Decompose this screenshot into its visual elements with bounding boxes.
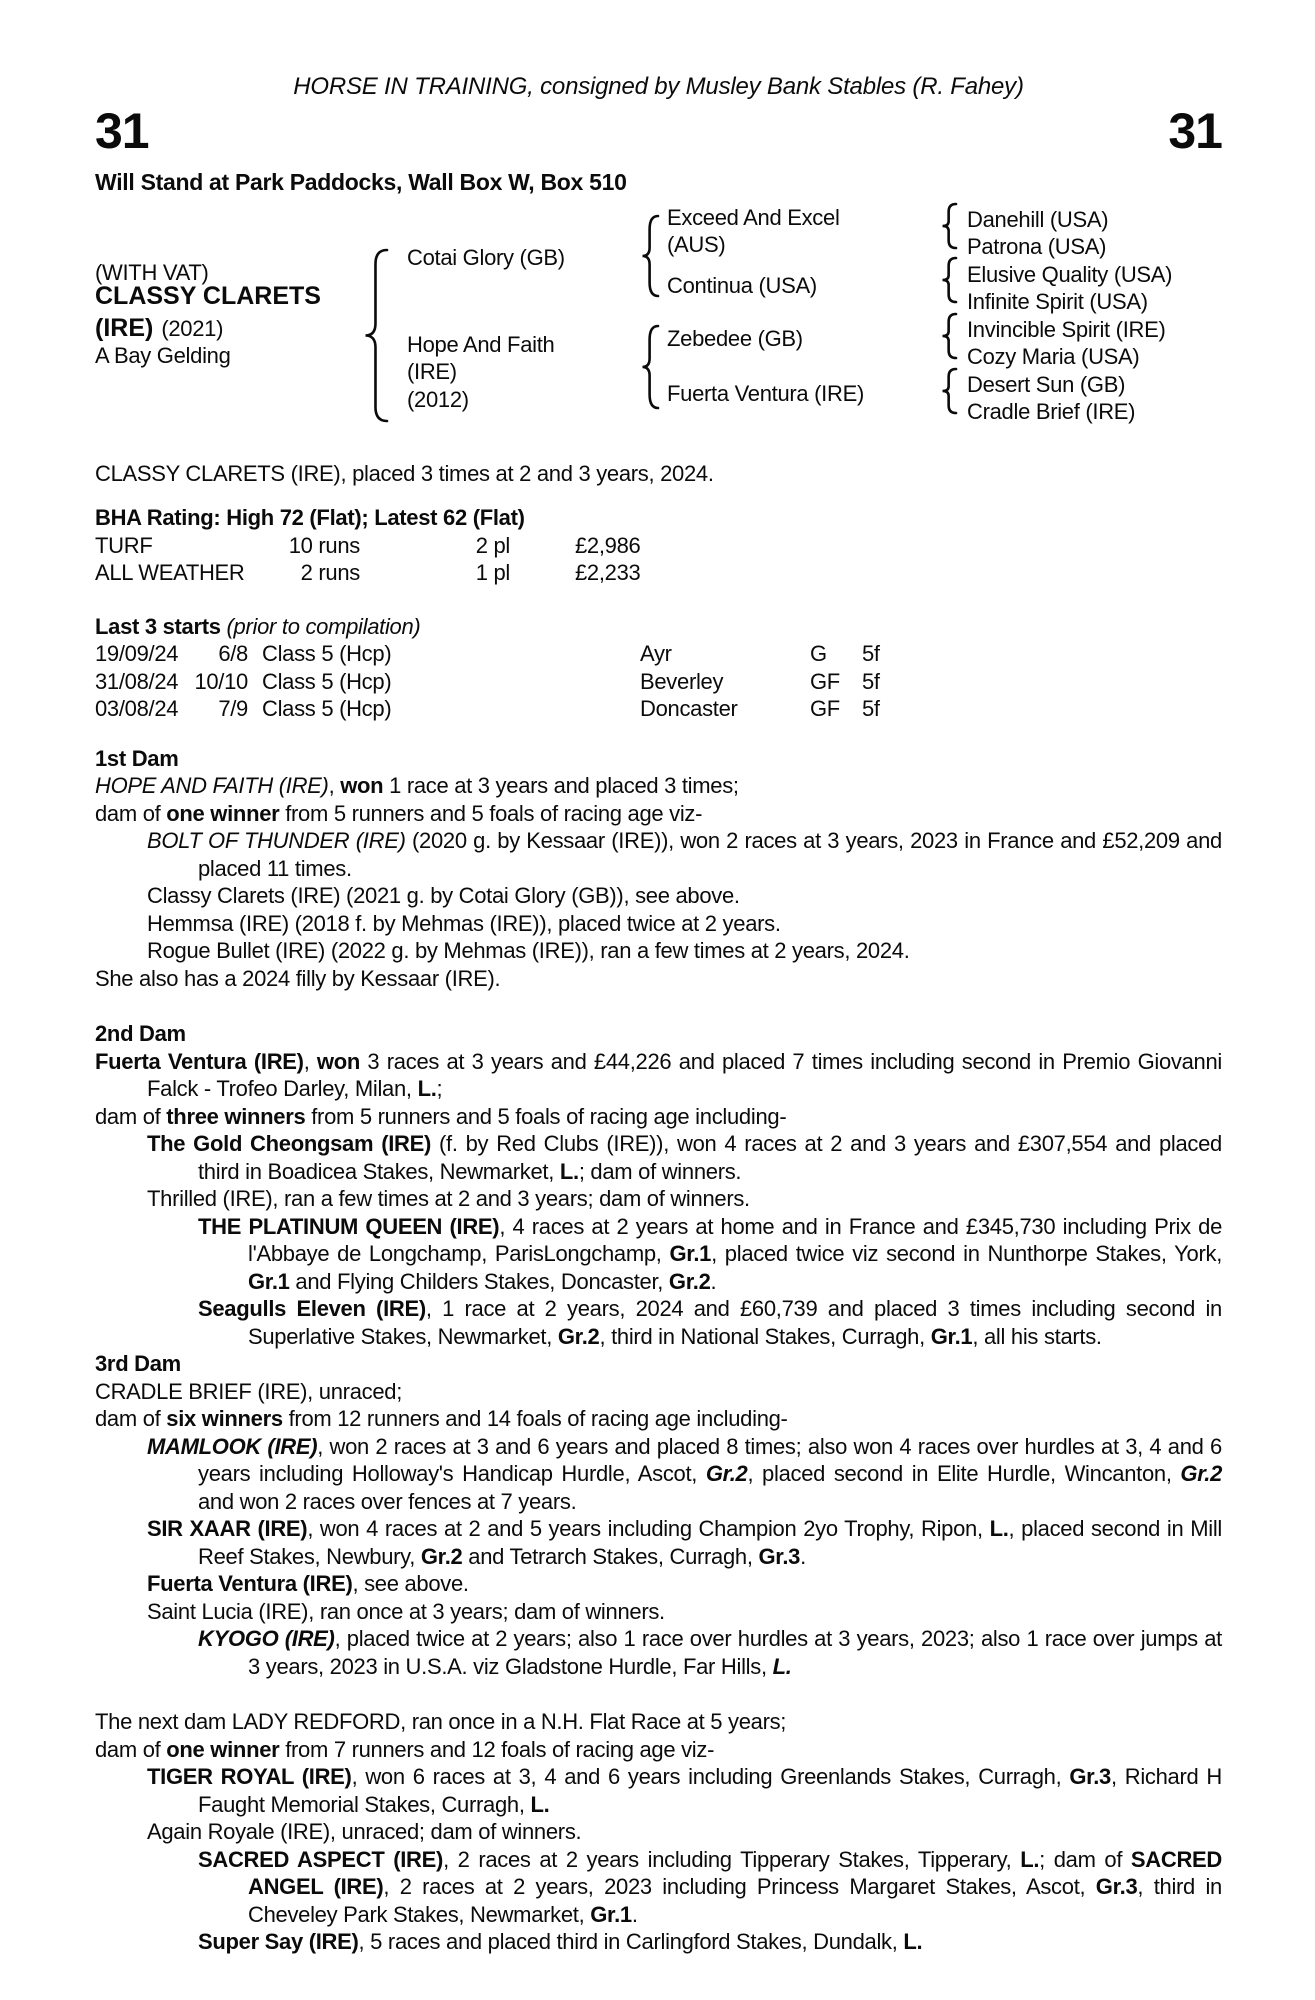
start-row (95, 668, 1222, 696)
going-code: GF (810, 668, 840, 694)
text-run: Hemmsa (IRE) (2018 f. by Mehmas (IRE)), placed twice at 2 years. (147, 910, 781, 936)
emphasis-text: Gr.2 (557, 1323, 600, 1349)
emphasis-text: Gr.2 (705, 1461, 748, 1486)
emphasis-text: six winners (166, 1406, 283, 1431)
emphasis-text: Gr.3 (1069, 1764, 1111, 1789)
going-code: GF (810, 696, 840, 721)
text-run: ; dam of (1039, 1846, 1131, 1872)
pedigree-gen3-5: Invincible Spirit (IRE) (967, 317, 1166, 342)
pedigree-paragraph (95, 1213, 1222, 1296)
pedigree-dam-dam: Fuerta Ventura (IRE) (667, 381, 864, 406)
bha-rating-heading: BHA Rating: High 72 (Flat); Latest 62 (Flat) (95, 505, 525, 530)
start-date: 03/08/24 (95, 696, 179, 721)
emphasis-text: The Gold Cheongsam (IRE) (147, 1131, 432, 1156)
rating-row (95, 532, 1222, 560)
pedigree-paragraph (95, 1736, 1222, 1764)
pedigree-gen3-8: Cradle Brief (IRE) (967, 399, 1136, 424)
emphasis-text: Gr.2 (420, 1543, 463, 1569)
emphasis-text: L. (903, 1929, 923, 1954)
pedigree-paragraph (95, 1048, 1222, 1103)
emphasis-text: won (316, 1048, 361, 1074)
text-run: , placed twice at 2 years; also 1 race over hurdles at 3 years, 2023; also 1 race over jumps at 3 years, 2023 in U.S.A. viz Gladstone Hurdle, Far Hills, (248, 1626, 1222, 1679)
text-run: from 5 runners and 5 foals of racing age viz- (279, 800, 703, 826)
text-run: , Richard H Faught Memorial Stakes, Curragh, (198, 1764, 1223, 1817)
pedigree-paragraph (95, 827, 1222, 882)
dam-section (95, 1350, 1222, 1680)
horse-foaling-year: (2021) (161, 316, 224, 341)
text-run: , placed second in Elite Hurdle, Wincanton, (747, 1461, 1181, 1486)
text-run: from 7 runners and 12 foals of racing age viz- (279, 1736, 715, 1762)
text-run: dam of (95, 1406, 167, 1431)
text-run: dam of (95, 800, 167, 826)
pedigree-paragraph (95, 1185, 1222, 1213)
text-run: dam of (95, 1103, 167, 1129)
start-date: 31/08/24 (95, 668, 179, 694)
finish-position: 10/10 (194, 668, 248, 694)
emphasis-text: three winners (166, 1103, 306, 1129)
dam-section-heading: 3rd Dam (95, 1351, 181, 1376)
pedigree-sire: Cotai Glory (GB) (407, 245, 565, 270)
pedigree-gen3-4: Infinite Spirit (USA) (967, 289, 1148, 314)
pedigree-paragraph (95, 1433, 1222, 1516)
last-starts-section (95, 613, 1222, 723)
emphasis-text: HOPE AND FAITH (IRE) (95, 773, 329, 798)
pedigree-main-brace (363, 248, 389, 429)
stand-location: Will Stand at Park Paddocks, Wall Box W, Box 510 (95, 169, 627, 195)
emphasis-text: Gr.3 (758, 1543, 801, 1569)
horse-sex-colour: A Bay Gelding (95, 343, 231, 368)
start-date: 19/09/24 (95, 641, 179, 666)
text-run: , 4 races at 2 years at home and in France and £345,730 including Prix de l'Abbaye de Longchamp, ParisLongchamp, (248, 1213, 1223, 1266)
last-starts-heading (95, 613, 1222, 641)
text-run: , placed twice viz second in Nunthorpe Stakes, York, (711, 1241, 1223, 1266)
text-run: She also has a 2024 filly by Kessaar (IRE). (95, 965, 501, 991)
dam-sections (95, 745, 1222, 1956)
emphasis-text: Gr.2 (668, 1268, 711, 1294)
pedigree-paragraph (95, 910, 1222, 938)
pedigree-paragraph (95, 1295, 1222, 1350)
text-run: , 2 races at 2 years, 2023 including Princess Margaret Stakes, Ascot, (383, 1874, 1096, 1899)
pedigree-pair-brace-2 (940, 256, 958, 310)
emphasis-text: Fuerta Ventura (IRE) (95, 1048, 304, 1074)
emphasis-text: Gr.3 (1095, 1874, 1138, 1899)
emphasis-text: Gr.1 (930, 1323, 973, 1349)
start-row (95, 695, 1222, 723)
text-run: Rogue Bullet (IRE) (2022 g. by Mehmas (IRE)), ran a few times at 2 years, 2024. (147, 938, 910, 963)
course-name: Beverley (640, 668, 724, 694)
pedigree-paragraph (95, 1103, 1222, 1131)
text-run: , see above. (352, 1571, 469, 1596)
text-run: . (800, 1543, 806, 1569)
text-run: ; dam of winners. (578, 1158, 742, 1184)
bha-rating-section (95, 504, 1222, 587)
text-run: CRADLE BRIEF (IRE), unraced; (95, 1378, 403, 1404)
pedigree-paragraph (95, 772, 1222, 800)
emphasis-text: KYOGO (IRE) (198, 1626, 335, 1651)
text-run: 1 race at 3 years and placed 3 times; (383, 773, 739, 798)
last-starts-heading-bold: Last 3 starts (95, 613, 221, 639)
pedigree-paragraph (95, 1928, 1222, 1956)
surface-label: TURF (95, 532, 153, 558)
text-run: , 2 races at 2 years including Tipperary Stakes, Tipperary, (443, 1846, 1021, 1872)
dam-section-heading: 2nd Dam (95, 1021, 186, 1046)
placed-value: 1 pl (475, 560, 510, 585)
text-run: , (328, 773, 341, 798)
finish-position: 6/8 (218, 641, 248, 666)
emphasis-text: Gr.2 (1180, 1461, 1222, 1486)
pedigree-paragraph (95, 1598, 1222, 1626)
pedigree-sire-brace (640, 214, 660, 304)
pedigree-paragraph (95, 1405, 1222, 1433)
horse-name: CLASSY CLARETS (95, 282, 321, 310)
pedigree-gen3-7: Desert Sun (GB) (967, 372, 1126, 397)
emphasis-text: SIR XAAR (IRE) (147, 1516, 308, 1541)
emphasis-text: TIGER ROYAL (IRE) (147, 1764, 352, 1789)
race-distance: 5f (862, 668, 880, 694)
pedigree-paragraph (95, 1625, 1222, 1680)
emphasis-text: L. (530, 1791, 550, 1817)
text-run: Thrilled (IRE), ran a few times at 2 and 3 years; dam of winners. (147, 1186, 750, 1211)
race-class: Class 5 (Hcp) (262, 696, 392, 721)
emphasis-text: MAMLOOK (IRE) (147, 1433, 318, 1459)
emphasis-text: SACRED ASPECT (IRE) (198, 1846, 444, 1872)
emphasis-text: L. (559, 1158, 579, 1184)
dam-section-heading: 1st Dam (95, 745, 179, 771)
emphasis-text: L. (772, 1653, 792, 1679)
horse-suffix-year (95, 316, 223, 341)
pedigree-paragraph (95, 1130, 1222, 1185)
page-content (95, 0, 1222, 1956)
pedigree-paragraph (95, 1515, 1222, 1570)
text-run: , won 4 races at 2 and 5 years including Champion 2yo Trophy, Ripon, (307, 1516, 990, 1541)
rating-table (95, 532, 1222, 587)
pedigree-gen3-2: Patrona (USA) (967, 234, 1107, 259)
pedigree-sire-sire-line2: (AUS) (667, 232, 726, 257)
emphasis-text: Seagulls Eleven (IRE) (198, 1296, 426, 1321)
pedigree-paragraph (95, 1708, 1222, 1736)
text-run: , third in National Stakes, Curragh, (599, 1323, 931, 1349)
vat-label: (WITH VAT) (95, 260, 209, 285)
course-name: Ayr (640, 641, 672, 666)
emphasis-text: Gr.1 (590, 1901, 632, 1927)
emphasis-text: SACRED ANGEL (IRE) (248, 1846, 1222, 1899)
text-run: 3 races at 3 years and £44,226 and placed 7 times including second in Premio Giovanni Falck - Trofeo Darley, Milan, (147, 1048, 1223, 1101)
text-run: , all his starts. (972, 1323, 1102, 1349)
earnings-value: £2,233 (575, 560, 641, 585)
emphasis-text: one winner (166, 1736, 280, 1762)
emphasis-text: Fuerta Ventura (IRE) (147, 1571, 353, 1596)
horse-country-suffix: (IRE) (95, 314, 154, 342)
text-run: , won 6 races at 3, 4 and 6 years including Greenlands Stakes, Curragh, (351, 1764, 1070, 1789)
pedigree-dam-line3: (2012) (407, 387, 469, 412)
text-run: ; (436, 1076, 443, 1101)
text-run: , 5 races and placed third in Carlingford Stakes, Dundalk, (358, 1929, 904, 1954)
emphasis-text: Gr.1 (669, 1241, 712, 1266)
emphasis-text: L. (417, 1076, 437, 1101)
lot-number-row (95, 103, 1222, 159)
lot-number-right: 31 (1168, 103, 1222, 159)
consignor-title: HORSE IN TRAINING, consigned by Musley Bank Stables (R. Fahey) (293, 73, 1024, 100)
pedigree-dam-line2: (IRE) (407, 359, 457, 384)
surface-label: ALL WEATHER (95, 560, 245, 585)
pedigree-paragraph (95, 1846, 1222, 1929)
emphasis-text: won (340, 773, 384, 798)
emphasis-text: Gr.1 (248, 1268, 290, 1294)
emphasis-text: BOLT OF THUNDER (IRE) (147, 828, 406, 853)
pedigree-paragraph (95, 1378, 1222, 1406)
last-starts-table (95, 640, 1222, 723)
race-distance: 5f (862, 696, 880, 721)
dam-section (95, 1708, 1222, 1956)
pedigree-paragraph (95, 1570, 1222, 1598)
emphasis-text: one winner (166, 800, 280, 826)
text-run: from 12 runners and 14 foals of racing age including- (282, 1406, 788, 1431)
text-run: Classy Clarets (IRE) (2021 g. by Cotai Glory (GB)), see above. (147, 883, 740, 908)
text-run: . (710, 1268, 717, 1294)
text-run: (f. by Red Clubs (IRE)), won 4 races at 2 and 3 years and £307,554 and placed third in Boadicea Stakes, Newmarket, (198, 1131, 1222, 1184)
text-run: dam of (95, 1736, 167, 1762)
text-run: (2020 g. by Kessaar (IRE)), won 2 races at 3 years, 2023 in France and £52,209 and placed 11 times. (198, 828, 1222, 881)
dam-section (95, 1020, 1222, 1350)
pedigree-paragraph (95, 1763, 1222, 1818)
pedigree-pair-brace-1 (940, 202, 958, 256)
pedigree-pair-brace-4 (940, 367, 958, 421)
course-name: Doncaster (640, 696, 738, 721)
pedigree-sire-sire-line1: Exceed And Excel (667, 205, 840, 230)
text-run: Again Royale (IRE), unraced; dam of winners. (147, 1819, 582, 1844)
dam-section (95, 745, 1222, 993)
pedigree-gen3-1: Danehill (USA) (967, 207, 1109, 232)
text-run: Saint Lucia (IRE), ran once at 3 years; dam of winners. (147, 1598, 665, 1624)
pedigree-gen3-3: Elusive Quality (USA) (967, 262, 1173, 287)
emphasis-text: Super Say (IRE) (198, 1929, 359, 1954)
pedigree-paragraph (95, 882, 1222, 910)
text-run: from 5 runners and 5 foals of racing age including- (305, 1103, 787, 1129)
pedigree-pair-brace-3 (940, 312, 958, 366)
text-run: , 1 race at 2 years, 2024 and £60,739 and placed 3 times including second in Superlative Stakes, Newmarket, (248, 1296, 1222, 1349)
start-row (95, 640, 1222, 668)
pedigree-dam-sire: Zebedee (GB) (667, 326, 803, 351)
text-run: and won 2 races over fences at 7 years. (198, 1488, 577, 1514)
text-run: , won 2 races at 3 and 6 years and placed 8 times; also won 4 races over hurdles at 3, 4 and 6 years including Holloway's Handicap Hurdle, Ascot, (198, 1433, 1222, 1486)
pedigree-dam-line1: Hope And Faith (407, 332, 555, 357)
pedigree-chart (95, 198, 1222, 450)
text-run: and Tetrarch Stakes, Curragh, (462, 1543, 759, 1569)
race-class: Class 5 (Hcp) (262, 668, 392, 694)
going-code: G (810, 641, 827, 666)
runs-value: 10 runs (288, 532, 360, 558)
rating-row (95, 559, 1222, 587)
pedigree-gen3-6: Cozy Maria (USA) (967, 344, 1140, 369)
pedigree-paragraph (95, 965, 1222, 993)
finish-position: 7/9 (218, 696, 248, 721)
pedigree-paragraph (95, 800, 1222, 828)
runs-value: 2 runs (300, 560, 360, 585)
last-starts-heading-italic: (prior to compilation) (220, 613, 421, 639)
emphasis-text: L. (989, 1516, 1009, 1541)
earnings-value: £2,986 (575, 532, 641, 558)
text-run: and Flying Childers Stakes, Doncaster, (289, 1268, 669, 1294)
text-run: . (631, 1901, 638, 1927)
text-run: , placed second in Mill Reef Stakes, Newbury, (198, 1516, 1222, 1569)
emphasis-text: L. (1020, 1846, 1040, 1872)
pedigree-paragraph (95, 1818, 1222, 1846)
pedigree-paragraph (95, 937, 1222, 965)
text-run: The next dam LADY REDFORD, ran once in a N.H. Flat Race at 5 years; (95, 1709, 787, 1734)
race-record-summary: CLASSY CLARETS (IRE), placed 3 times at 2 and 3 years, 2024. (95, 461, 714, 486)
emphasis-text: THE PLATINUM QUEEN (IRE) (198, 1213, 500, 1239)
placed-value: 2 pl (475, 532, 510, 558)
pedigree-dam-brace (640, 324, 660, 416)
race-distance: 5f (862, 641, 880, 666)
text-run: , third in Cheveley Park Stakes, Newmarket, (248, 1874, 1222, 1927)
lot-number-left: 31 (95, 103, 149, 159)
text-run: , (303, 1048, 317, 1074)
pedigree-sire-dam: Continua (USA) (667, 273, 817, 298)
race-class: Class 5 (Hcp) (262, 641, 392, 666)
